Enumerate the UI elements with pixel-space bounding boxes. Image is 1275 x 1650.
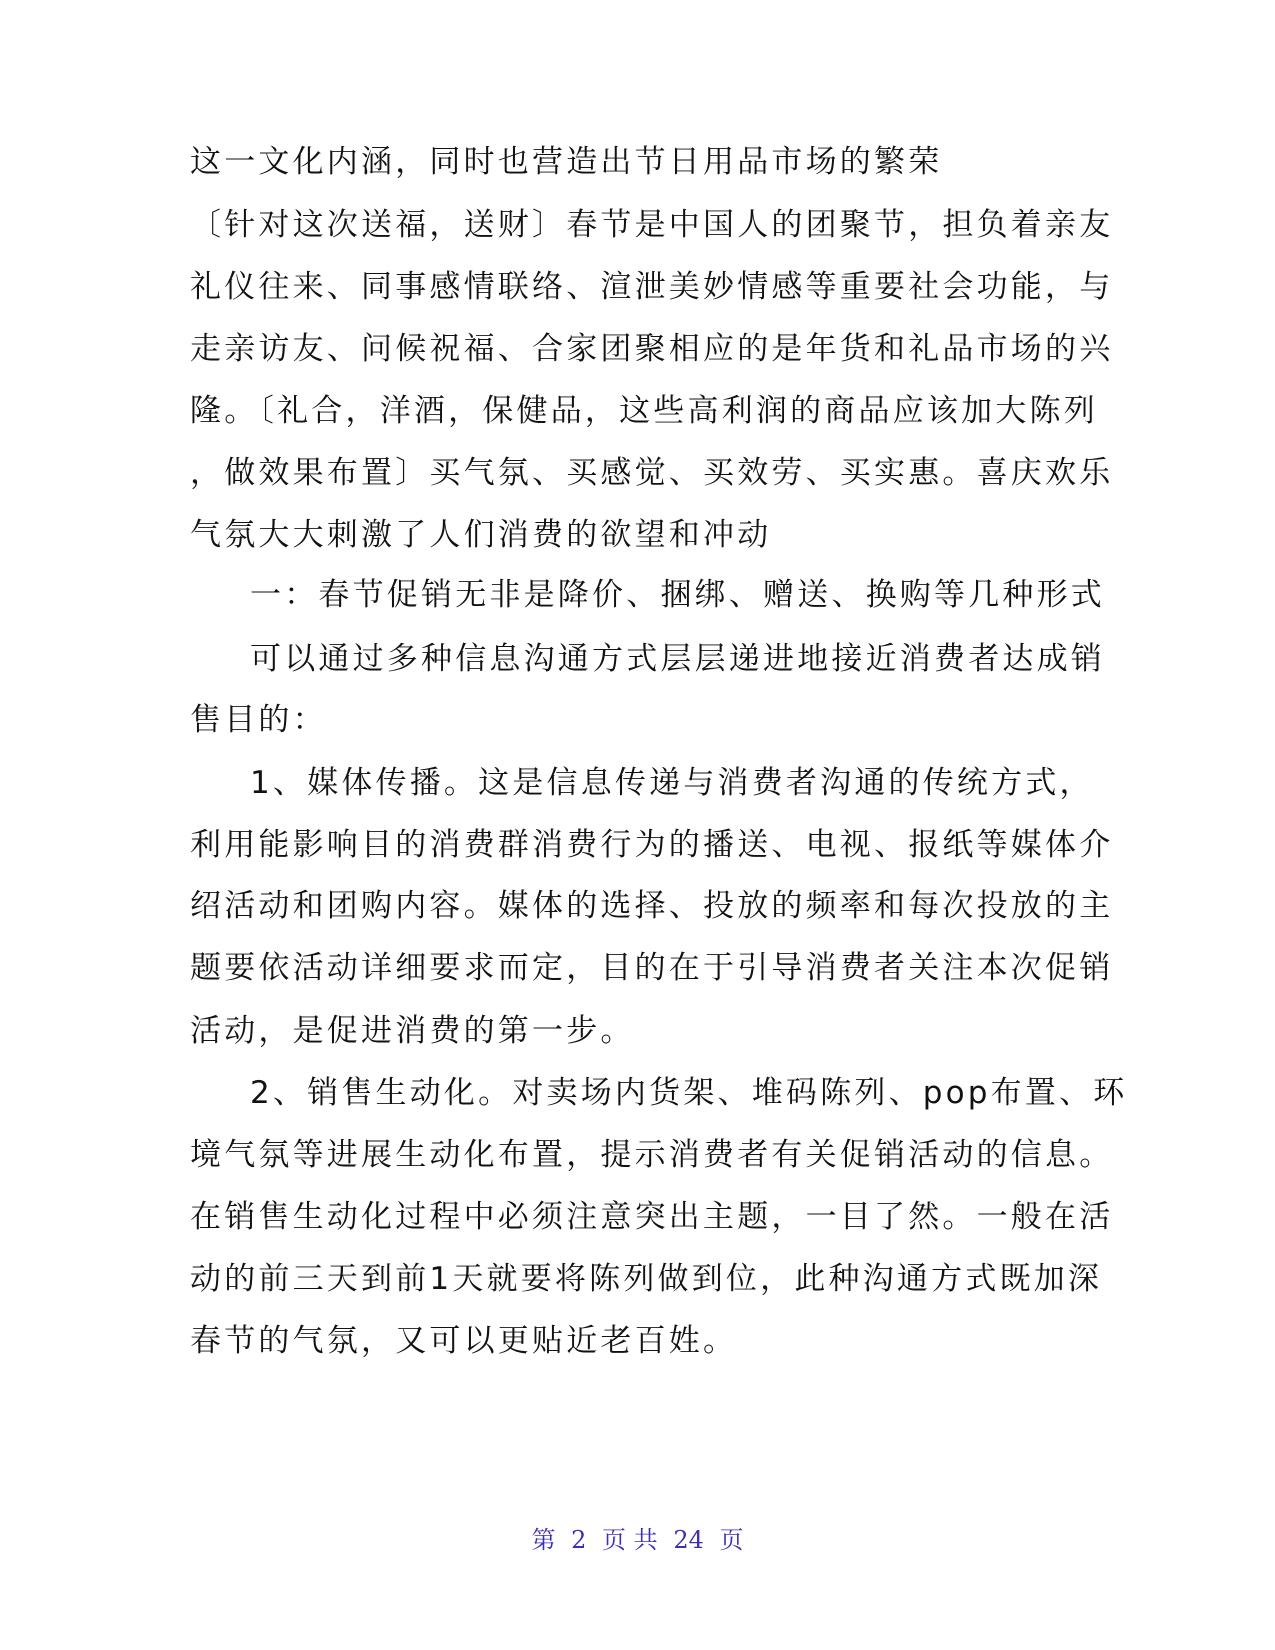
text-line: 2、销售生动化。对卖场内货架、堆码陈列、pop布置、环	[250, 1075, 1128, 1111]
text-line: 〔针对这次送福，送财〕春节是中国人的团聚节，担负着亲友	[190, 207, 1114, 243]
total-page-count: 24	[673, 1526, 704, 1554]
text-line: 礼仪往来、同事感情联络、渲泄美妙情感等重要社会功能，与	[190, 269, 1114, 305]
text-line: 活动，是促进消费的第一步。	[190, 1013, 635, 1049]
text-line: 气氛大大刺激了人们消费的欲望和冲动	[190, 517, 772, 553]
current-page-number: 2	[571, 1526, 587, 1554]
footer-prefix: 第	[531, 1526, 556, 1554]
footer-middle-text: 页 共	[602, 1526, 658, 1554]
footer-suffix: 页	[719, 1526, 744, 1554]
text-line: 这一文化内涵，同时也营造出节日用品市场的繁荣	[190, 144, 943, 180]
text-line: 走亲访友、问候祝福、合家团聚相应的是年货和礼品市场的兴	[190, 331, 1114, 367]
text-line: 售目的：	[190, 702, 327, 738]
text-line: 在销售生动化过程中必须注意突出主题，一目了然。一般在活	[190, 1199, 1114, 1235]
text-line: 春节的气氛，又可以更贴近老百姓。	[190, 1323, 738, 1359]
text-line: 一：春节促销无非是降价、捆绑、赠送、换购等几种形式	[250, 577, 1105, 613]
text-line: 绍活动和团购内容。媒体的选择、投放的频率和每次投放的主	[190, 888, 1114, 924]
text-line: 利用能影响目的消费群消费行为的播送、电视、报纸等媒体介	[190, 827, 1114, 863]
text-line: 1、媒体传播。这是信息传递与消费者沟通的传统方式，	[250, 765, 1094, 801]
text-line: 境气氛等进展生动化布置，提示消费者有关促销活动的信息。	[190, 1137, 1114, 1173]
text-line: 隆。〔礼合，洋酒，保健品，这些高利润的商品应该加大陈列	[190, 393, 1098, 429]
text-line: ，做效果布置〕买气氛、买感觉、买效劳、买实惠。喜庆欢乐	[190, 455, 1114, 491]
text-line: 可以通过多种信息沟通方式层层递进地接近消费者达成销	[250, 641, 1105, 677]
text-line: 题要依活动详细要求而定，目的在于引导消费者关注本次促销	[190, 950, 1114, 986]
page-footer	[0, 1524, 1275, 1556]
text-line: 动的前三天到前1天就要将陈列做到位，此种沟通方式既加深	[190, 1261, 1103, 1297]
